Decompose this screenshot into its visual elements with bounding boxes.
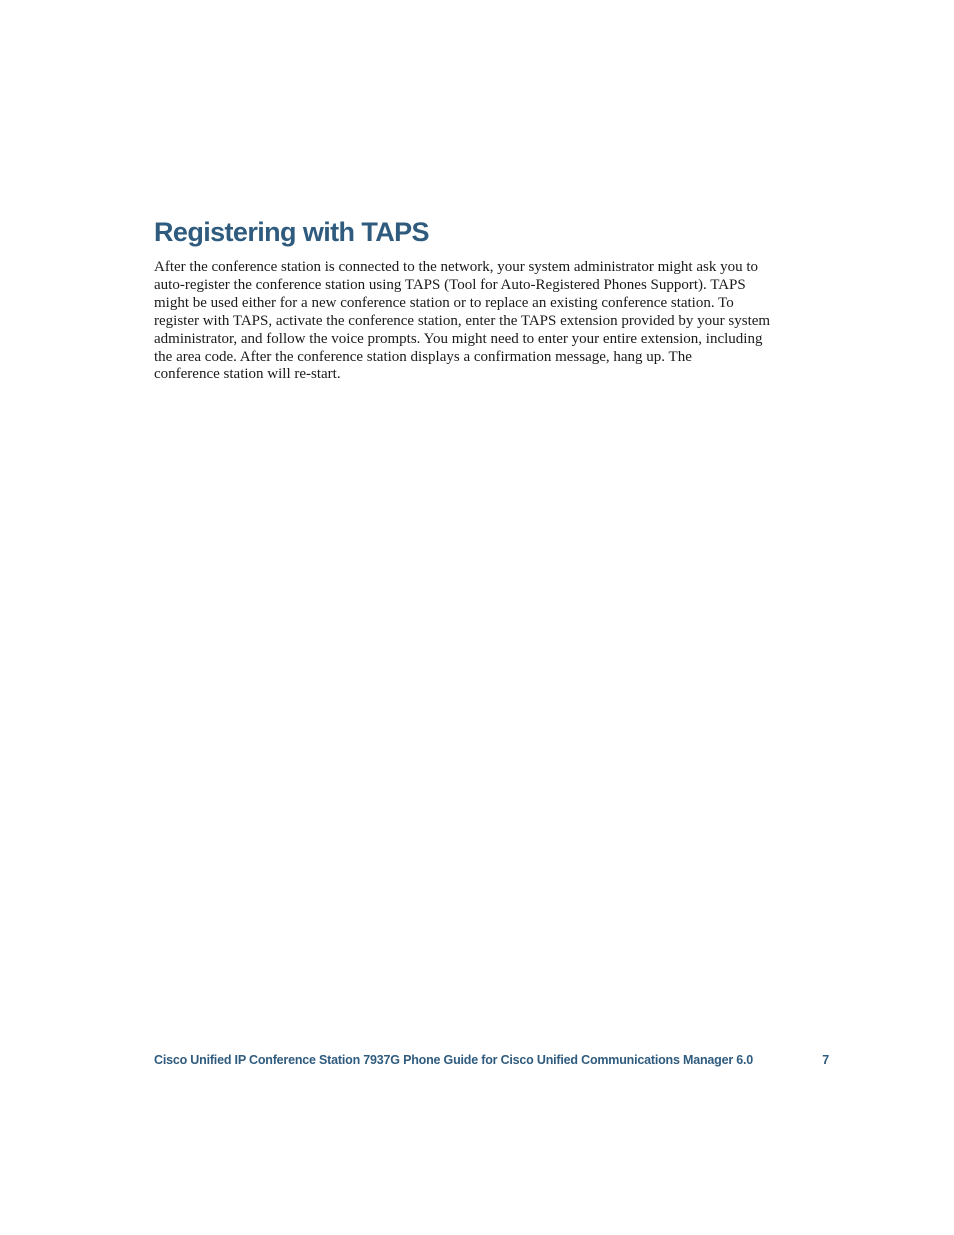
- paragraph-line: administrator, and follow the voice prompts. You might need to enter your entire extension, including: [154, 330, 763, 347]
- page-footer: [154, 1051, 829, 1069]
- section-heading: Registering with TAPS: [154, 217, 429, 247]
- paragraph-line: conference station will re-start.: [154, 366, 341, 383]
- taps-paragraph: [154, 259, 844, 384]
- paragraph-line: auto-register the conference station using TAPS (Tool for Auto-Registered Phones Support). TAPS: [154, 276, 746, 293]
- paragraph-line: the area code. After the conference station displays a confirmation message, hang up. The: [154, 348, 692, 365]
- page-number: 7: [822, 1053, 829, 1067]
- paragraph-line: might be used either for a new conference station or to replace an existing conference station. To: [154, 294, 734, 311]
- footer-document-title: Cisco Unified IP Conference Station 7937G Phone Guide for Cisco Unified Communications Manager 6.0: [154, 1053, 754, 1067]
- paragraph-line: After the conference station is connected to the network, your system administrator might ask you to: [154, 259, 759, 275]
- paragraph-line: register with TAPS, activate the conference station, enter the TAPS extension provided by your system: [154, 312, 771, 329]
